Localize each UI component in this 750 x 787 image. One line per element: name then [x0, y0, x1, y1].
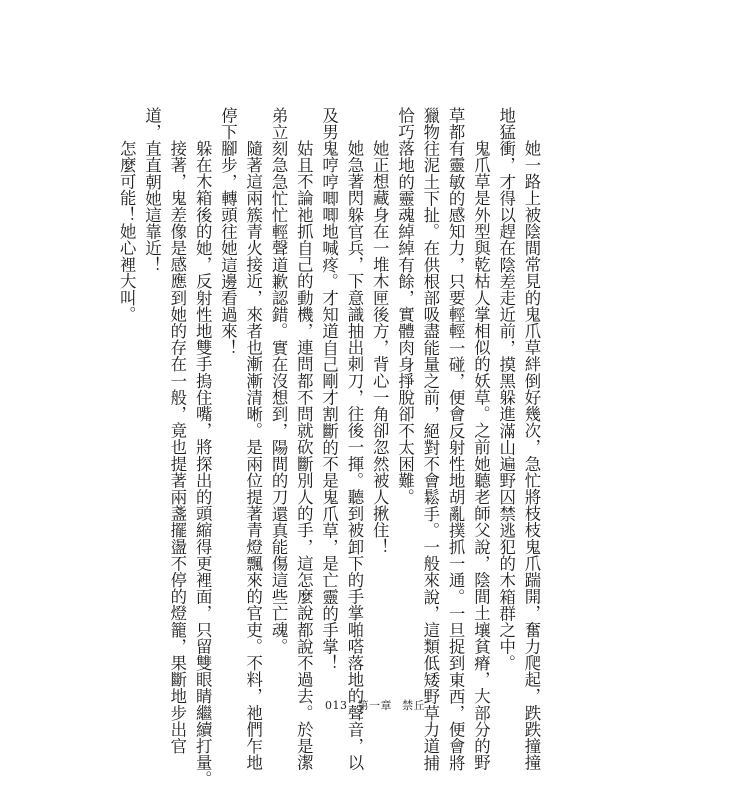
- text-column: 草都有靈敏的感知力，只要輕輕一碰，便會反射性地胡亂撲抓一通。一旦捉到東西，便會將: [446, 107, 466, 771]
- text-column: 鬼爪草是外型與乾枯人掌相似的妖草。之前她聽老師父說，陰間土壤貧瘠，大部分的野: [471, 139, 491, 771]
- text-column: 她急著閃躲官兵，下意識抽出刺刀，往後一揮。聽到被卸下的手掌啪嗒落地的聲音，以: [344, 139, 364, 771]
- text-column: 獵物往泥土下扯。在供根部吸盡能量之前，絕對不會鬆手。一般來說，這類低矮野草力道捕: [420, 107, 440, 771]
- page-number: 013: [325, 699, 348, 712]
- text-column: 道，直直朝她這靠近！: [142, 107, 162, 273]
- text-column: 躲在木箱後的她，反射性地雙手摀住嘴，將探出的頭縮得更裡面，只留雙眼睛繼續打量。: [193, 139, 213, 787]
- text-column: 她正想藏身在一堆木匣後方，背心一角卻忽然被人揪住！: [370, 139, 390, 555]
- chapter-title: 禁丘: [402, 699, 425, 712]
- text-column: 地猛衝，才得以趕在陰差走近前，摸黑躲進滿山遍野囚禁逃犯的木箱群之中。: [496, 107, 516, 672]
- text-column: 隨著這兩簇青火接近，來者也漸漸清晰。是兩位提著青燈飄來的官吏。不料，祂們乍地: [243, 139, 263, 771]
- text-column: 及男鬼哼哼唧唧地喊疼。才知道自己剛才割斷的不是鬼爪草，是亡靈的手掌！: [319, 107, 339, 672]
- text-column: 怎麼可能！她心裡大叫。: [117, 139, 137, 323]
- page-footer: [0, 697, 750, 713]
- text-column: 恰巧落地的靈魂綽綽有餘，實體肉身掙脫卻不太困難。: [395, 107, 415, 506]
- text-column: 她一路上被陰間常見的鬼爪草絆倒好幾次，急忙將枝枝鬼爪踹開，奮力爬起，跌跌撞撞: [522, 139, 541, 771]
- chapter-number: 第一章: [357, 699, 392, 712]
- text-column: 弟立刻急急忙忙輕聲道歉認錯。實在沒想到，陽間的刀還真能傷這些亡魂。: [269, 107, 289, 655]
- text-column: 接著，鬼差像是感應到她的存在一般，竟也提著兩盞擺盪不停的燈籠，果斷地步出官: [167, 139, 187, 754]
- text-column: 停下腳步，轉頭往她這邊看過來！: [218, 107, 238, 356]
- text-column: 姑且不論祂抓自己的動機，連問都不問就砍斷別人的手，這怎麼說都說不過去。於是潔: [294, 139, 314, 771]
